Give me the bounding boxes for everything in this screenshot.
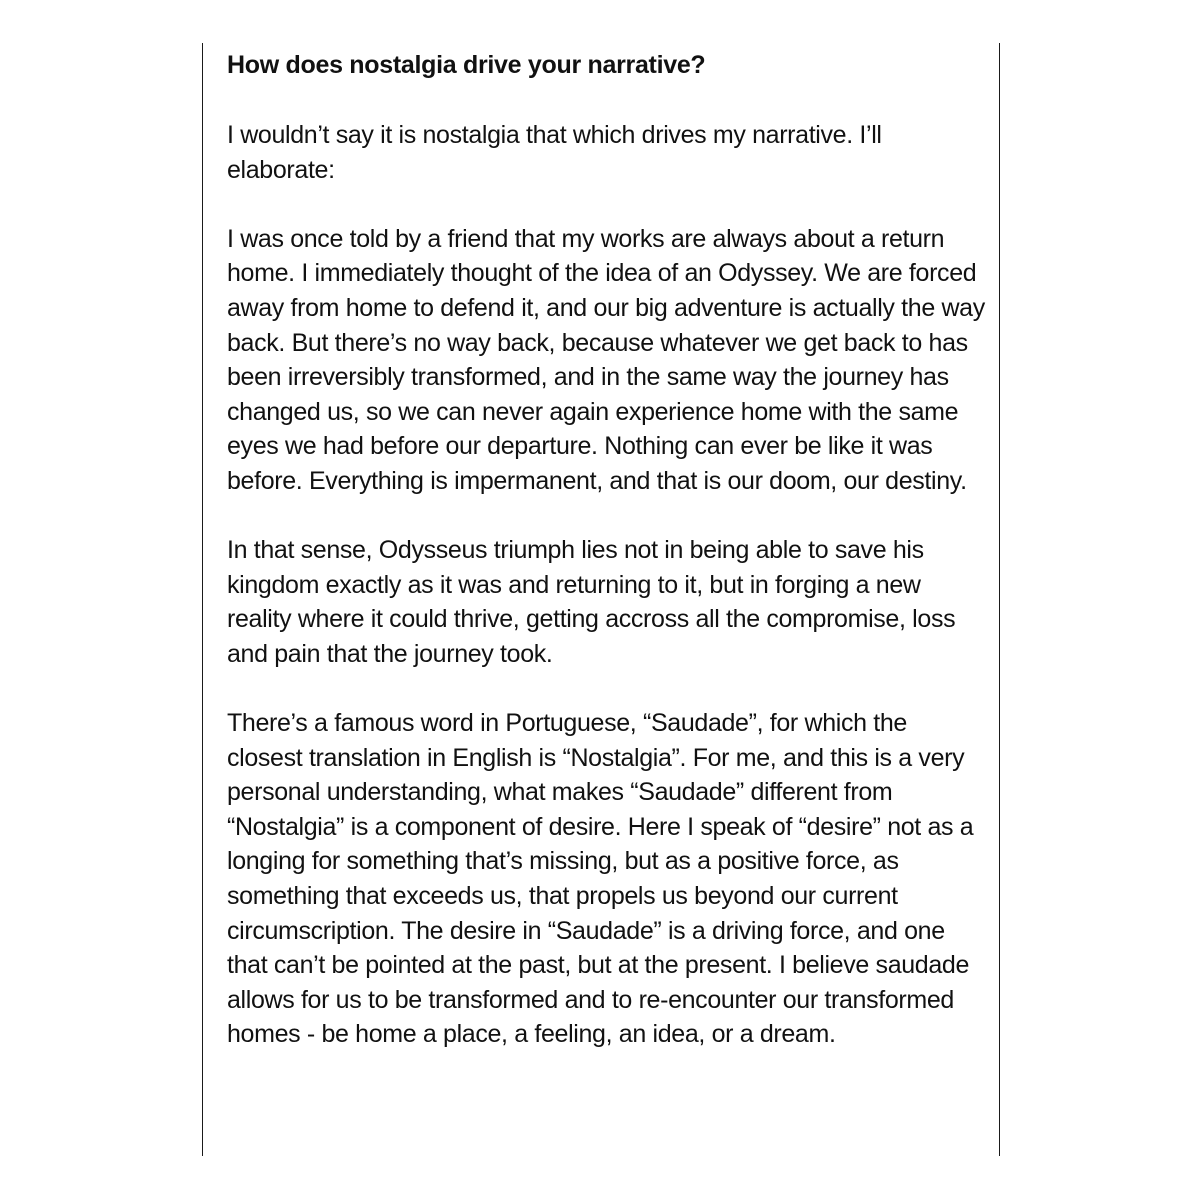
answer-paragraph: I wouldn’t say it is nostalgia that which drives my narrative. I’ll elaborate:: [227, 121, 882, 184]
interview-content: [227, 48, 985, 1052]
answer-paragraph: I was once told by a friend that my works are always about a return home. I immediately thought of the idea of an Odyssey. We are forced away from home to defend it, and our big adventure is actually the way back. But there’s no way back, because whatever we get back to has been irreversibly transformed, and in the same way the journey has changed us, so we can never again experience home with the same eyes we had before our departure. Nothing can ever be like it was before. Everything is impermanent, and that is our doom, our destiny.: [227, 224, 985, 495]
interview-question: How does nostalgia drive your narrative?: [227, 51, 706, 79]
answer-paragraph: In that sense, Odysseus triumph lies not in being able to save his kingdom exactly as it was and returning to it, but in forging a new reality where it could thrive, getting accross all the compromise, loss and pain that the journey took.: [227, 536, 956, 668]
answer-paragraph: There’s a famous word in Portuguese, “Saudade”, for which the closest translation in English is “Nostalgia”. For me, and this is a very personal understanding, what makes “Saudade” different from “Nostalgia” is a component of desire. Here I speak of “desire” not as a longing for something that’s missing, but as a positive force, as something that exceeds us, that propels us beyond our current circumscription. The desire in “Saudade” is a driving force, and one that can’t be pointed at the past, but at the present. I believe saudade allows for us to be transformed and to re-encounter our transformed homes - be home a place, a feeling, an idea, or a dream.: [227, 709, 974, 1049]
